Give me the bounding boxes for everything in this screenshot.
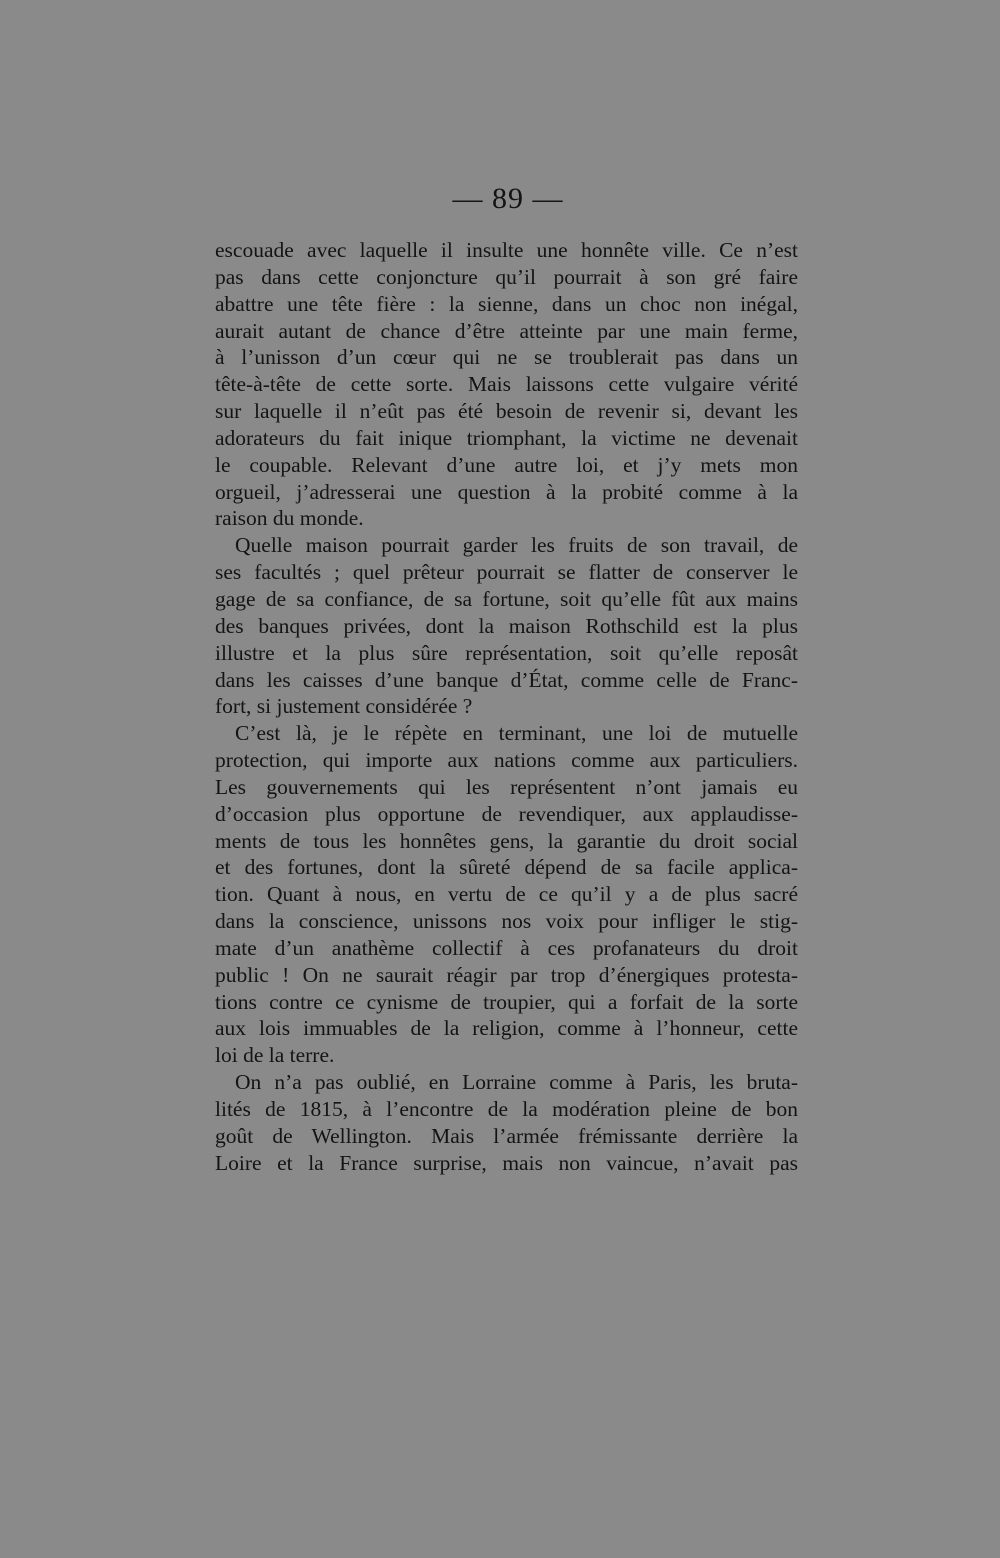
text-line: adorateurs du fait inique triomphant, la victime ne devenait (215, 425, 798, 450)
text-line: d’occasion plus opportune de revendiquer, aux applaudisse- (215, 801, 798, 826)
text-line: à l’unisson d’un cœur qui ne se troublerait pas dans un (215, 345, 798, 370)
text-line: escouade avec laquelle il insulte une honnête ville. Ce n’est (215, 238, 798, 262)
text-line: aurait autant de chance d’être atteinte par une main ferme, (215, 318, 798, 343)
text-line: des banques privées, dont la maison Rothschild est la plus (215, 613, 798, 638)
text-line: dans la conscience, unissons nos voix pour infliger le stig- (215, 909, 798, 934)
text-line: Les gouvernements qui les représentent n’ont jamais eu (215, 774, 798, 799)
text-line: le coupable. Relevant d’une autre loi, et j’y mets mon (215, 452, 798, 477)
text-line: pas dans cette conjoncture qu’il pourrait à son gré faire (215, 264, 798, 289)
text-line: C’est là, je le répète en terminant, une loi de mutuelle (235, 721, 798, 746)
text-line: tête-à-tête de cette sorte. Mais laissons cette vulgaire vérité (215, 372, 798, 397)
text-line: loi de la terre. (215, 1043, 335, 1068)
body-text (215, 237, 798, 1177)
text-line: mate d’un anathème collectif à ces profanateurs du droit (215, 935, 798, 960)
text-line: protection, qui importe aux nations comme aux particuliers. (215, 748, 798, 773)
text-line: lités de 1815, à l’encontre de la modération pleine de bon (215, 1097, 798, 1121)
text-line: public ! On ne saurait réagir par trop d’énergiques protesta- (215, 962, 798, 987)
text-line: Quelle maison pourrait garder les fruits de son travail, de (235, 533, 798, 558)
text-line: Loire et la France surprise, mais non vaincue, n’avait pas (215, 1150, 798, 1175)
text-line: sur laquelle il n’eût pas été besoin de revenir si, devant les (215, 399, 798, 424)
text-line: et des fortunes, dont la sûreté dépend de sa facile applica- (215, 855, 798, 880)
text-line: goût de Wellington. Mais l’armée frémissante derrière la (215, 1123, 798, 1148)
text-line: raison du monde. (215, 506, 364, 531)
text-line: dans les caisses d’une banque d’État, comme celle de Franc- (215, 667, 798, 692)
text-line: gage de sa confiance, de sa fortune, soit qu’elle fût aux mains (215, 586, 798, 611)
text-line: On n’a pas oublié, en Lorraine comme à Paris, les bruta- (235, 1070, 798, 1095)
text-line: abattre une tête fière : la sienne, dans un choc non inégal, (215, 291, 798, 316)
text-line: aux lois immuables de la religion, comme à l’honneur, cette (215, 1016, 798, 1041)
text-line: fort, si justement considérée ? (215, 694, 473, 719)
page-number: — 89 — (452, 182, 564, 215)
text-line: illustre et la plus sûre représentation, soit qu’elle reposât (215, 640, 798, 665)
text-line: orgueil, j’adresserai une question à la probité comme à la (215, 479, 798, 504)
text-line: ments de tous les honnêtes gens, la garantie du droit social (215, 828, 798, 853)
text-line: tions contre ce cynisme de troupier, qui a forfait de la sorte (215, 989, 798, 1014)
text-line: ses facultés ; quel prêteur pourrait se flatter de conserver le (215, 560, 798, 585)
text-line: tion. Quant à nous, en vertu de ce qu’il y a de plus sacré (215, 882, 798, 907)
